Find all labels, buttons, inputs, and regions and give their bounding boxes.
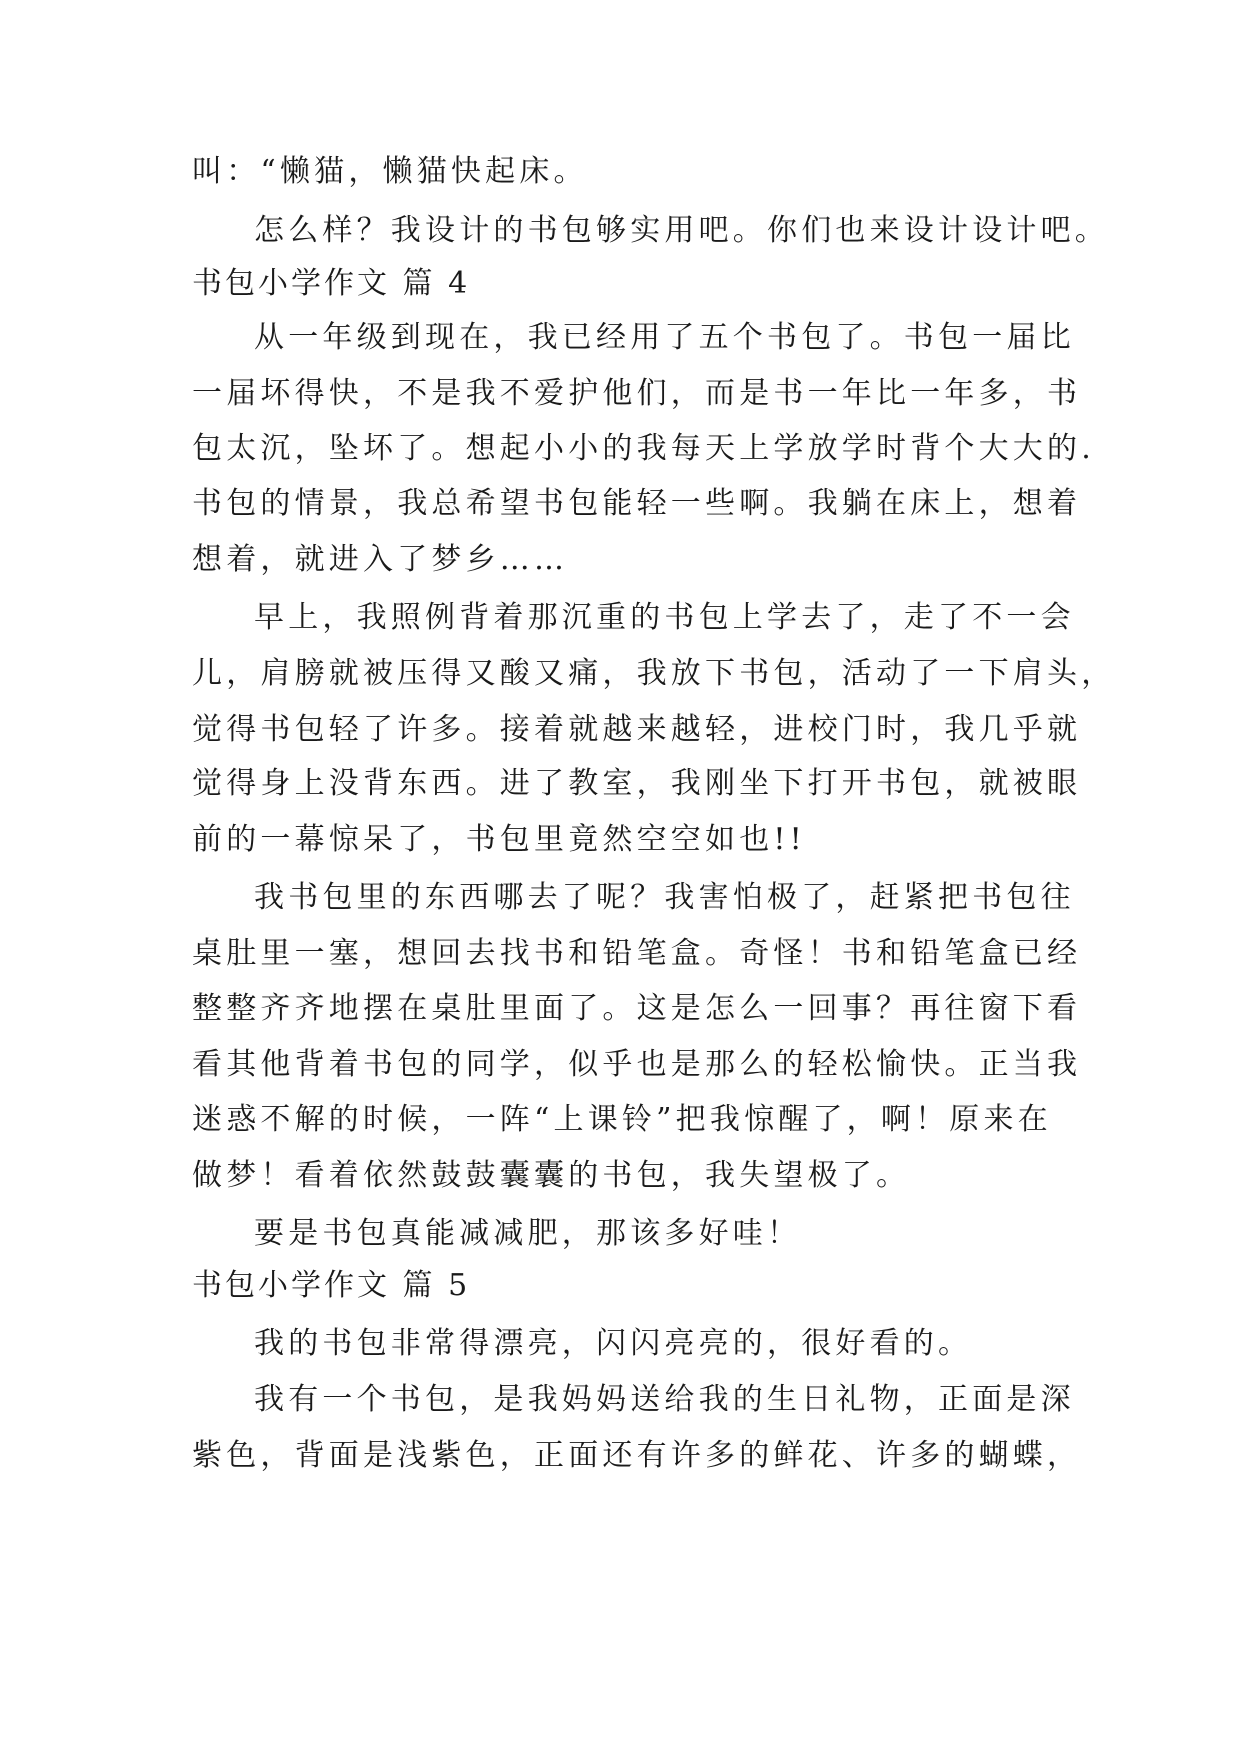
text-line: 觉得书包轻了许多。接着就越来越轻，进校门时，我几乎就 xyxy=(192,712,1082,747)
text-line: 整整齐齐地摆在桌肚里面了。这是怎么一回事？再往窗下看 xyxy=(192,991,1082,1026)
text-line: 想着，就进入了梦乡…… xyxy=(192,542,569,577)
text-line: 迷惑不解的时候，一阵“上课铃”把我惊醒了，啊！原来在 xyxy=(192,1102,1052,1137)
text-line: 紫色，背面是浅紫色，正面还有许多的鲜花、许多的蝴蝶， xyxy=(192,1438,1082,1473)
text-line: 儿，肩膀就被压得又酸又痛，我放下书包，活动了一下肩头， xyxy=(192,656,1116,691)
text-line: 前的一幕惊呆了，书包里竟然空空如也!! xyxy=(192,822,806,857)
paragraph-line: 我有一个书包，是我妈妈送给我的生日礼物，正面是深 xyxy=(254,1382,1075,1417)
paragraph-line: 我的书包非常得漂亮，闪闪亮亮的，很好看的。 xyxy=(254,1326,973,1361)
paragraph-line: 早上，我照例背着那沉重的书包上学去了，走了不一会 xyxy=(254,600,1075,635)
text-line: 书包的情景，我总希望书包能轻一些啊。我躺在床上，想着 xyxy=(192,486,1082,521)
paragraph-line: 从一年级到现在，我已经用了五个书包了。书包一届比 xyxy=(254,320,1075,355)
text-line: 做梦！看着依然鼓鼓囊囊的书包，我失望极了。 xyxy=(192,1158,911,1193)
section-heading: 书包小学作文 篇 5 xyxy=(192,1268,471,1303)
text-line: 桌肚里一塞，想回去找书和铅笔盒。奇怪！书和铅笔盒已经 xyxy=(192,936,1082,971)
text-line: 一届坏得快，不是我不爱护他们，而是书一年比一年多，书 xyxy=(192,376,1082,411)
text-line: 觉得身上没背东西。进了教室，我刚坐下打开书包，就被眼 xyxy=(192,766,1082,801)
paragraph-line: 怎么样？我设计的书包够实用吧。你们也来设计设计吧。 xyxy=(254,213,1109,248)
text-line: 叫：“懒猫，懒猫快起床。 xyxy=(192,154,588,189)
paragraph-line: 我书包里的东西哪去了呢？我害怕极了，赶紧把书包往 xyxy=(254,880,1075,915)
text-line: 包太沉，坠坏了。想起小小的我每天上学放学时背个大大的. xyxy=(192,431,1095,466)
section-heading: 书包小学作文 篇 4 xyxy=(192,266,471,301)
paragraph-line: 要是书包真能减减肥，那该多好哇！ xyxy=(254,1216,802,1251)
text-line: 看其他背着书包的同学，似乎也是那么的轻松愉快。正当我 xyxy=(192,1047,1082,1082)
